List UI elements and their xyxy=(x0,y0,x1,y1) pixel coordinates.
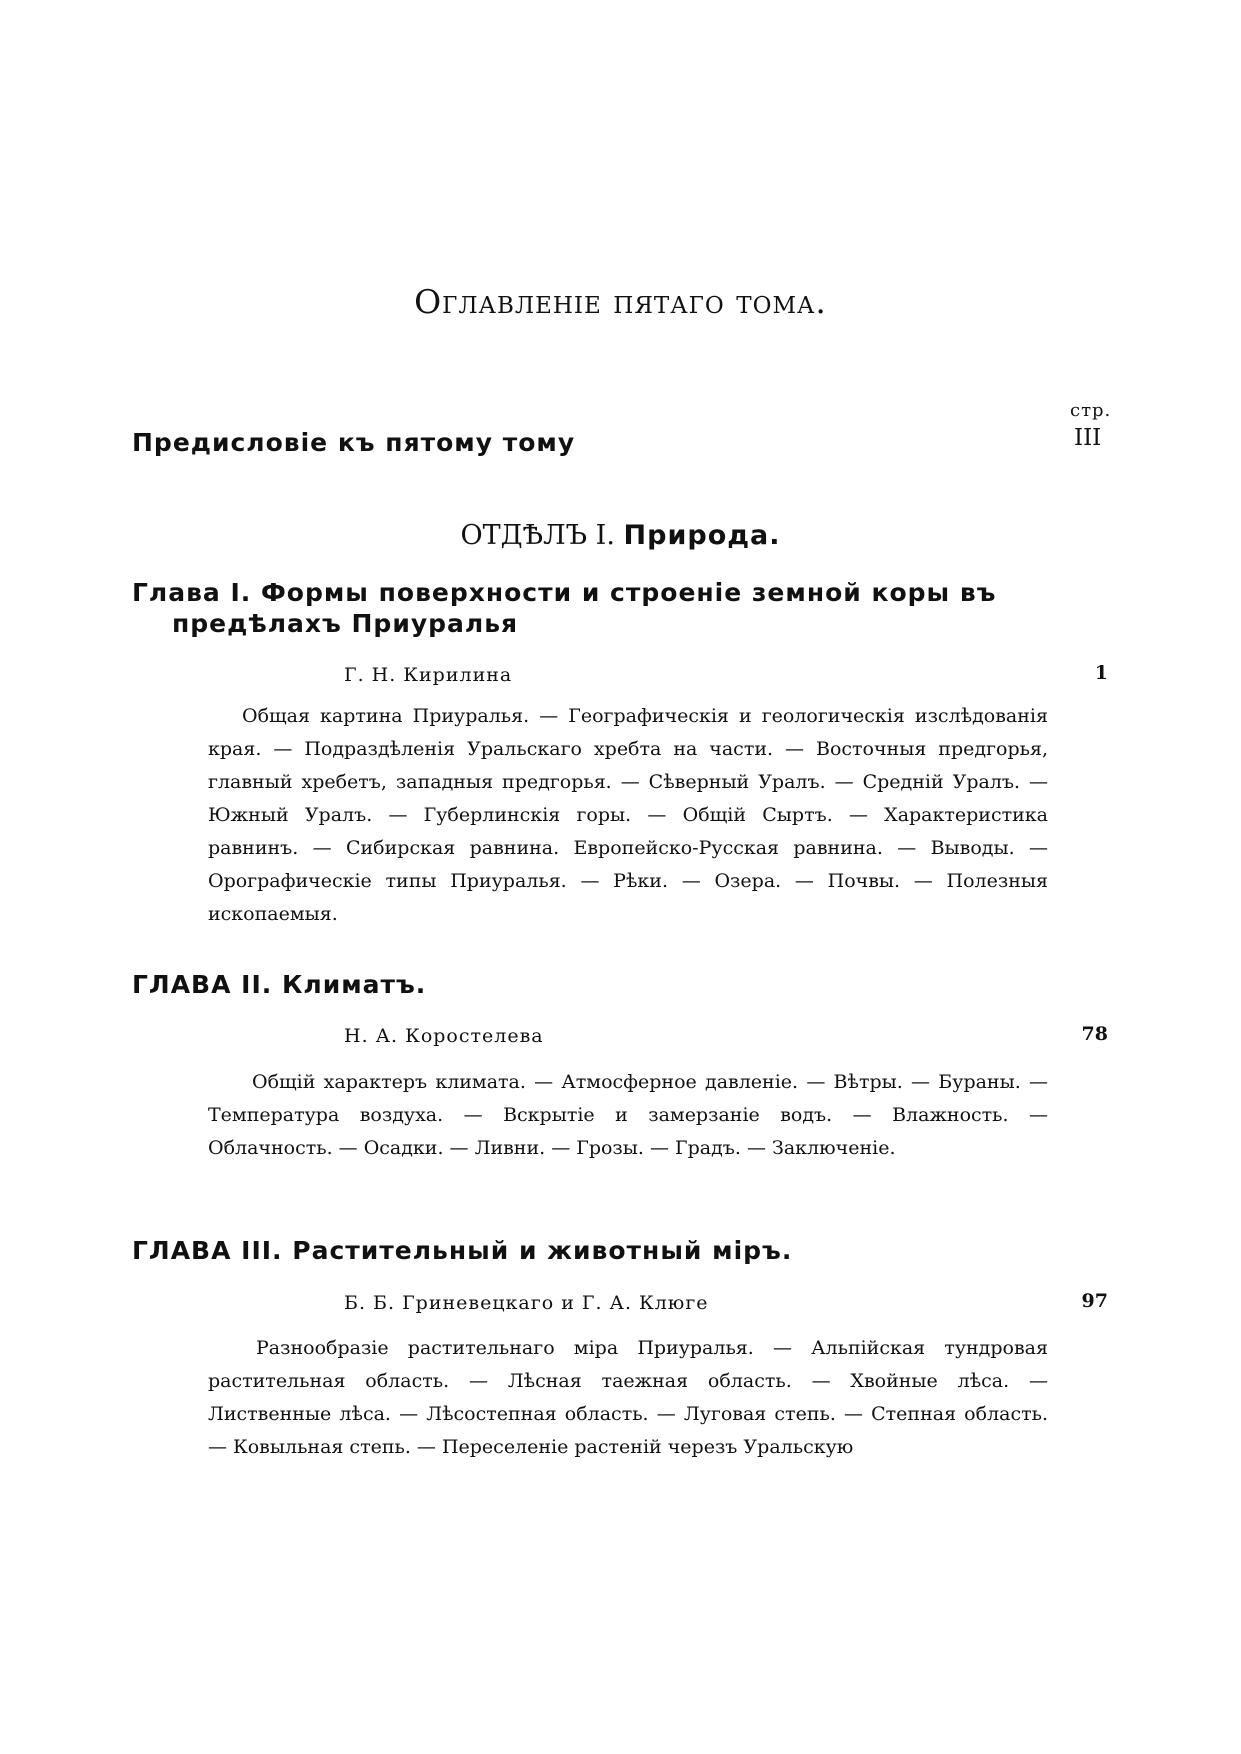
page-title: Оглавленіе пятаго тома. xyxy=(414,282,827,321)
chapter-2-contents: Общій характеръ климата. — Атмосферное давленіе. — Вѣтры. — Бураны. — Температура воздуха. — Вскрытіе и замерзаніе водъ. — Влажность. — Облачность. — Осадки. — Ливни. — Грозы. — Градъ. — Заключеніе. xyxy=(208,1071,1048,1159)
page-column-label: стр. xyxy=(1070,400,1112,421)
section-heading xyxy=(0,520,1241,551)
chapter-1-heading xyxy=(132,578,996,638)
chapter-3-page-number: 97 xyxy=(1081,1290,1108,1312)
preface-page-number: III xyxy=(1074,425,1102,451)
chapter-1-heading-line1: Глава I. Формы поверхности и строеніе земной коры въ xyxy=(132,578,997,607)
chapter-1-contents: Общая картина Приуралья. — Географическія и геологическія изслѣдованія края. — Подраздѣленія Уральскаго хребта на части. — Восточныя предгорья, главный хребетъ, западныя предгорья. — Сѣверный Уралъ. — Средній Уралъ. — Южный Уралъ. — Губерлинскія горы. — Общій Сыртъ. — Характеристика равнинъ. — Сибирская равнина. Европейско-Русская равнина. — Выводы. — Орографическіе типы Приуралья. — Рѣки. — Озера. — Почвы. — Полезныя ископаемыя. xyxy=(208,705,1048,925)
chapter-3-author: Б. Б. Гриневецкаго и Г. А. Клюге xyxy=(344,1292,709,1314)
chapter-2-heading xyxy=(132,970,426,999)
chapter-3-contents: Разнообразіе растительнаго міра Приуралья. — Альпійская тундровая растительная область. — Лѣсная таежная область. — Хвойные лѣса. — Лиственные лѣса. — Лѣсостепная область. — Луговая степь. — Степная область. — Ковыльная степь. — Переселеніе растеній черезъ Уральскую xyxy=(208,1337,1048,1458)
chapter-1-heading-line2: предѣлахъ Приуралья xyxy=(172,609,519,638)
preface-entry: Предисловіе къ пятому тому xyxy=(132,428,576,457)
chapter-2-author: Н. А. Коростелева xyxy=(344,1025,544,1047)
chapter-3-heading xyxy=(132,1236,792,1265)
chapter-1-author: Г. Н. Кирилина xyxy=(344,664,513,686)
chapter-2-heading-line1: ГЛАВА II. Климатъ. xyxy=(132,970,427,999)
chapter-1-page-number: 1 xyxy=(1094,662,1108,684)
chapter-3-heading-line1: ГЛАВА III. Растительный и животный міръ. xyxy=(132,1236,793,1265)
chapter-2-page-number: 78 xyxy=(1081,1023,1108,1045)
section-name: Природа. xyxy=(623,520,781,551)
section-number: ОТДѢЛЪ I. xyxy=(460,520,615,551)
